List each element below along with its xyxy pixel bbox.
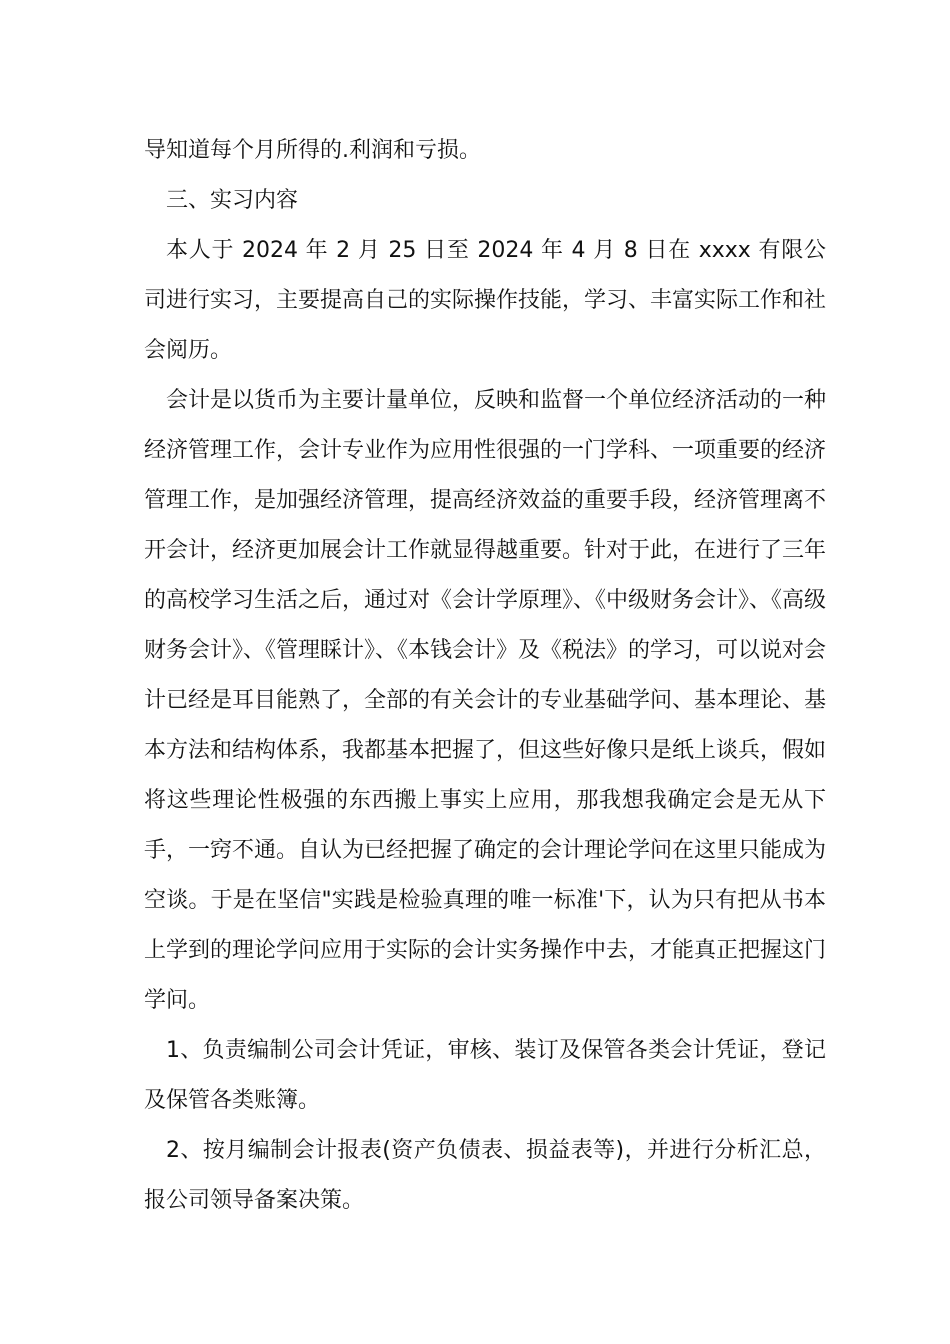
document-body: [144, 126, 826, 1226]
paragraph-continuation: 导知道每个月所得的.利润和亏损。: [144, 138, 481, 163]
list-item-duty-1: 1、负责编制公司会计凭证，审核、装订及保管各类会计凭证，登记及保管各类账簿。: [144, 1038, 826, 1113]
section-heading-internship-content: 三、实习内容: [166, 188, 299, 213]
paragraph-accounting-overview: 会计是以货币为主要计量单位，反映和监督一个单位经济活动的一种经济管理工作，会计专业作为应用性很强的一门学科、一项重要的经济管理工作，是加强经济管理，提高经济效益的重要手段，经济管理离不开会计，经济更加展会计工作就显得越重要。针对于此，在进行了三年的高校学习生活之后，通过对《会计学原理》、《中级财务会计》、《高级财务会计》、《管理睬计》、《本钱会计》及《税法》的学习，可以说对会计已经是耳目能熟了，全部的有关会计的专业基础学问、基本理论、基本方法和结构体系，我都基本把握了，但这些好像只是纸上谈兵，假如将这些理论性极强的东西搬上事实上应用，那我想我确定会是无从下手，一窍不通。自认为已经把握了确定的会计理论学问在这里只能成为空谈。于是在坚信"实践是检验真理的唯一标准'下，认为只有把从书本上学到的理论学问应用于实际的会计实务操作中去，才能真正把握这门学问。: [144, 388, 827, 1013]
paragraph-internship-period: 本人于 2024 年 2 月 25 日至 2024 年 4 月 8 日在 xxxx 有限公司进行实习，主要提高自己的实际操作技能，学习、丰富实际工作和社会阅历。: [144, 238, 827, 363]
list-item-duty-2: 2、按月编制会计报表(资产负债表、损益表等)，并进行分析汇总，报公司领导备案决策。: [144, 1138, 826, 1213]
